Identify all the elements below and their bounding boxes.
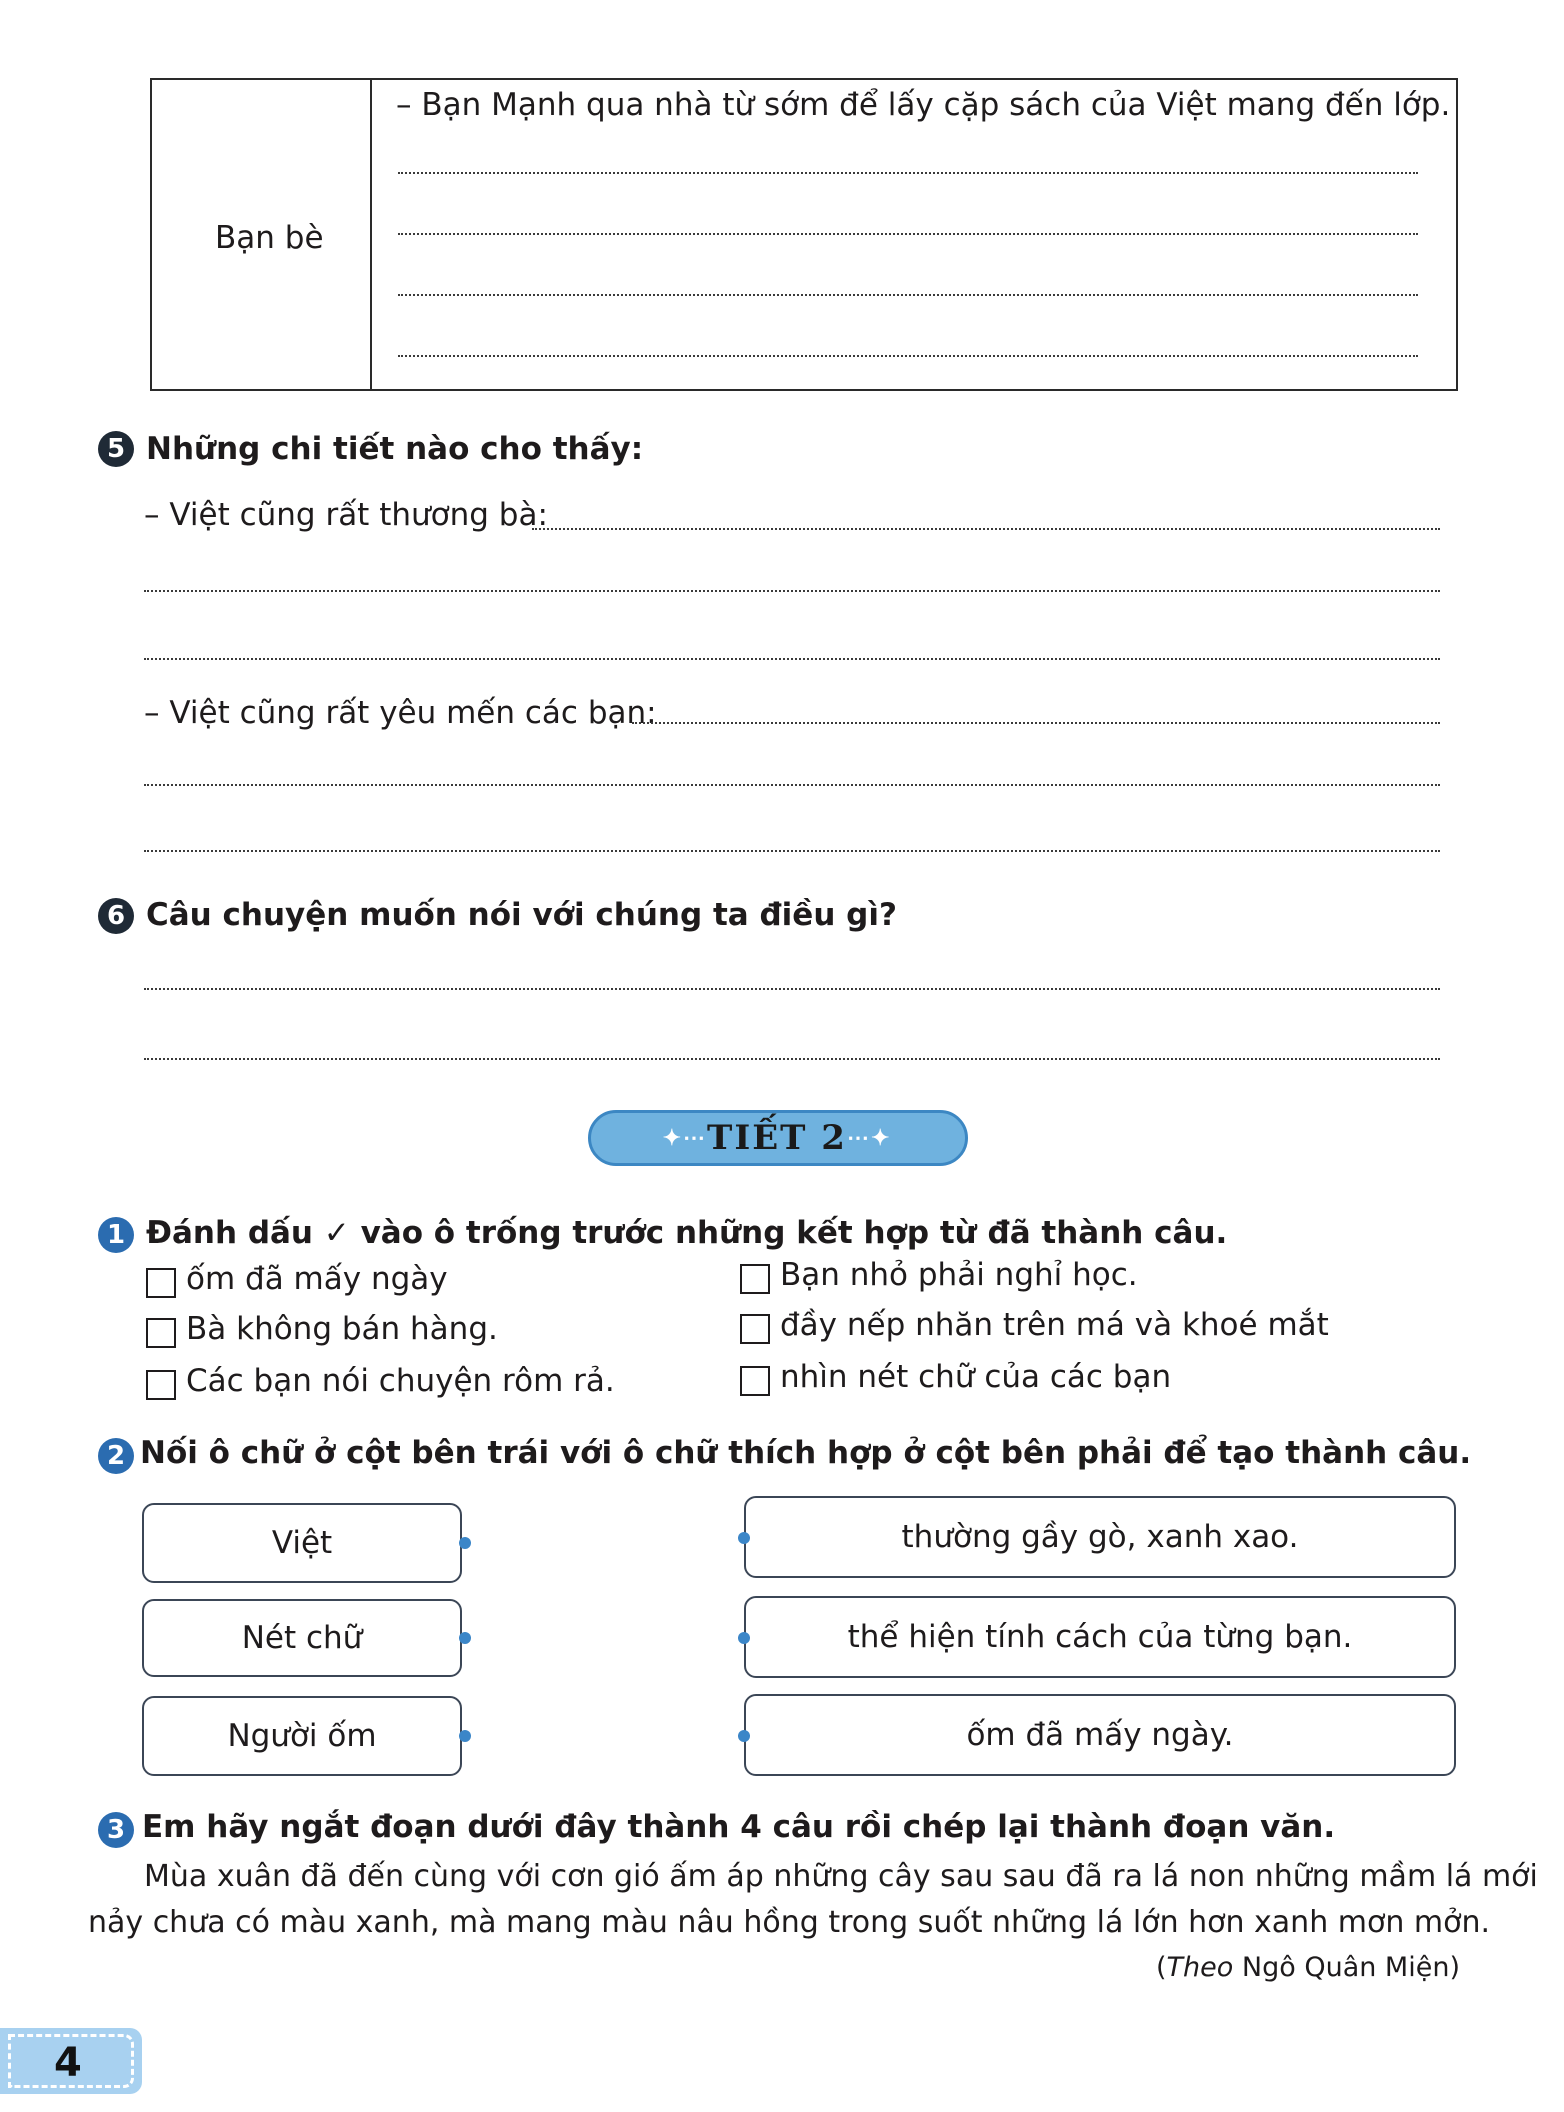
option-label: Bạn nhỏ phải nghỉ học. [780,1257,1138,1293]
exercise-3-paragraph-line-2: nảy chưa có màu xanh, mà mang màu nâu hồng trong suốt những lá lớn hơn xanh mơn mởn. [88,1905,1491,1940]
connector-dot[interactable] [459,1730,471,1742]
answer-line[interactable] [144,658,1440,660]
answer-line[interactable] [398,355,1418,357]
match-left-label: Việt [271,1525,333,1561]
option-label: Các bạn nói chuyện rôm rả. [186,1363,615,1399]
connector-dot[interactable] [459,1632,471,1644]
option-label: nhìn nét chữ của các bạn [780,1359,1172,1395]
table-row-label: Bạn bè [215,220,324,256]
sparkle-icon: ✦⋯ [662,1125,708,1151]
match-right-label: thể hiện tính cách của từng bạn. [847,1619,1353,1655]
exercise-1-title: Đánh dấu ✓ vào ô trống trước những kết hợp từ đã thành câu. [146,1215,1228,1251]
answer-line[interactable] [532,528,1440,530]
answer-line[interactable] [144,988,1440,990]
source-citation: (Theo Ngô Quân Miện) [1156,1952,1460,1983]
exercise-number-3: 3 [98,1812,134,1848]
answer-line[interactable] [398,294,1418,296]
option-label: Bà không bán hàng. [186,1311,498,1347]
source-prefix: Theo [1166,1952,1234,1983]
match-left-box[interactable] [142,1599,462,1677]
answer-line[interactable] [144,850,1440,852]
table-row-text: – Bạn Mạnh qua nhà từ sớm để lấy cặp sách của Việt mang đến lớp. [396,87,1451,123]
exercise-2-title: Nối ô chữ ở cột bên trái với ô chữ thích hợp ở cột bên phải để tạo thành câu. [140,1435,1472,1471]
answer-line[interactable] [144,590,1440,592]
exercise-number-1: 1 [98,1217,134,1253]
match-right-label: ốm đã mấy ngày. [966,1717,1234,1753]
match-right-box[interactable] [744,1496,1456,1578]
question-number-5: 5 [98,431,134,467]
question-5-title: Những chi tiết nào cho thấy: [146,431,644,467]
match-right-label: thường gầy gò, xanh xao. [901,1519,1299,1555]
match-left-box[interactable] [142,1696,462,1776]
option-checkbox[interactable] [740,1366,770,1396]
match-right-box[interactable] [744,1596,1456,1678]
exercise-3-paragraph-line-1: Mùa xuân đã đến cùng với cơn gió ấm áp những cây sau sau đã ra lá non những mầm lá mới [144,1859,1538,1894]
match-left-label: Người ốm [227,1718,377,1754]
question-5-item-1: – Việt cũng rất thương bà: [144,497,548,533]
answer-line[interactable] [144,784,1440,786]
question-number-6: 6 [98,898,134,934]
page-number: 4 [54,2040,82,2086]
answer-line[interactable] [144,1058,1440,1060]
option-checkbox[interactable] [740,1314,770,1344]
section-banner-title [612,1118,942,1158]
match-left-box[interactable] [142,1503,462,1583]
option-label: ốm đã mấy ngày [186,1261,448,1297]
source-author: Ngô Quân Miện [1241,1952,1450,1983]
question-6-title: Câu chuyện muốn nói với chúng ta điều gì? [146,897,897,933]
match-right-box[interactable] [744,1694,1456,1776]
option-checkbox[interactable] [146,1318,176,1348]
connector-dot[interactable] [459,1537,471,1549]
answer-line[interactable] [398,172,1418,174]
option-checkbox[interactable] [146,1268,176,1298]
answer-line[interactable] [398,233,1418,235]
sparkle-icon: ⋯✦ [846,1125,892,1151]
answer-line[interactable] [632,722,1440,724]
option-checkbox[interactable] [740,1264,770,1294]
question-5-item-2: – Việt cũng rất yêu mến các bạn: [144,695,657,731]
banner-text: TIẾT 2 [707,1118,847,1158]
connector-dot[interactable] [738,1730,750,1742]
connector-dot[interactable] [738,1632,750,1644]
option-label: đầy nếp nhăn trên má và khoé mắt [780,1307,1329,1343]
connector-dot[interactable] [738,1532,750,1544]
option-checkbox[interactable] [146,1370,176,1400]
exercise-3-title: Em hãy ngắt đoạn dưới đây thành 4 câu rồi chép lại thành đoạn văn. [142,1809,1336,1845]
table-divider [370,78,372,391]
match-left-label: Nét chữ [241,1620,363,1656]
exercise-number-2: 2 [98,1438,134,1474]
